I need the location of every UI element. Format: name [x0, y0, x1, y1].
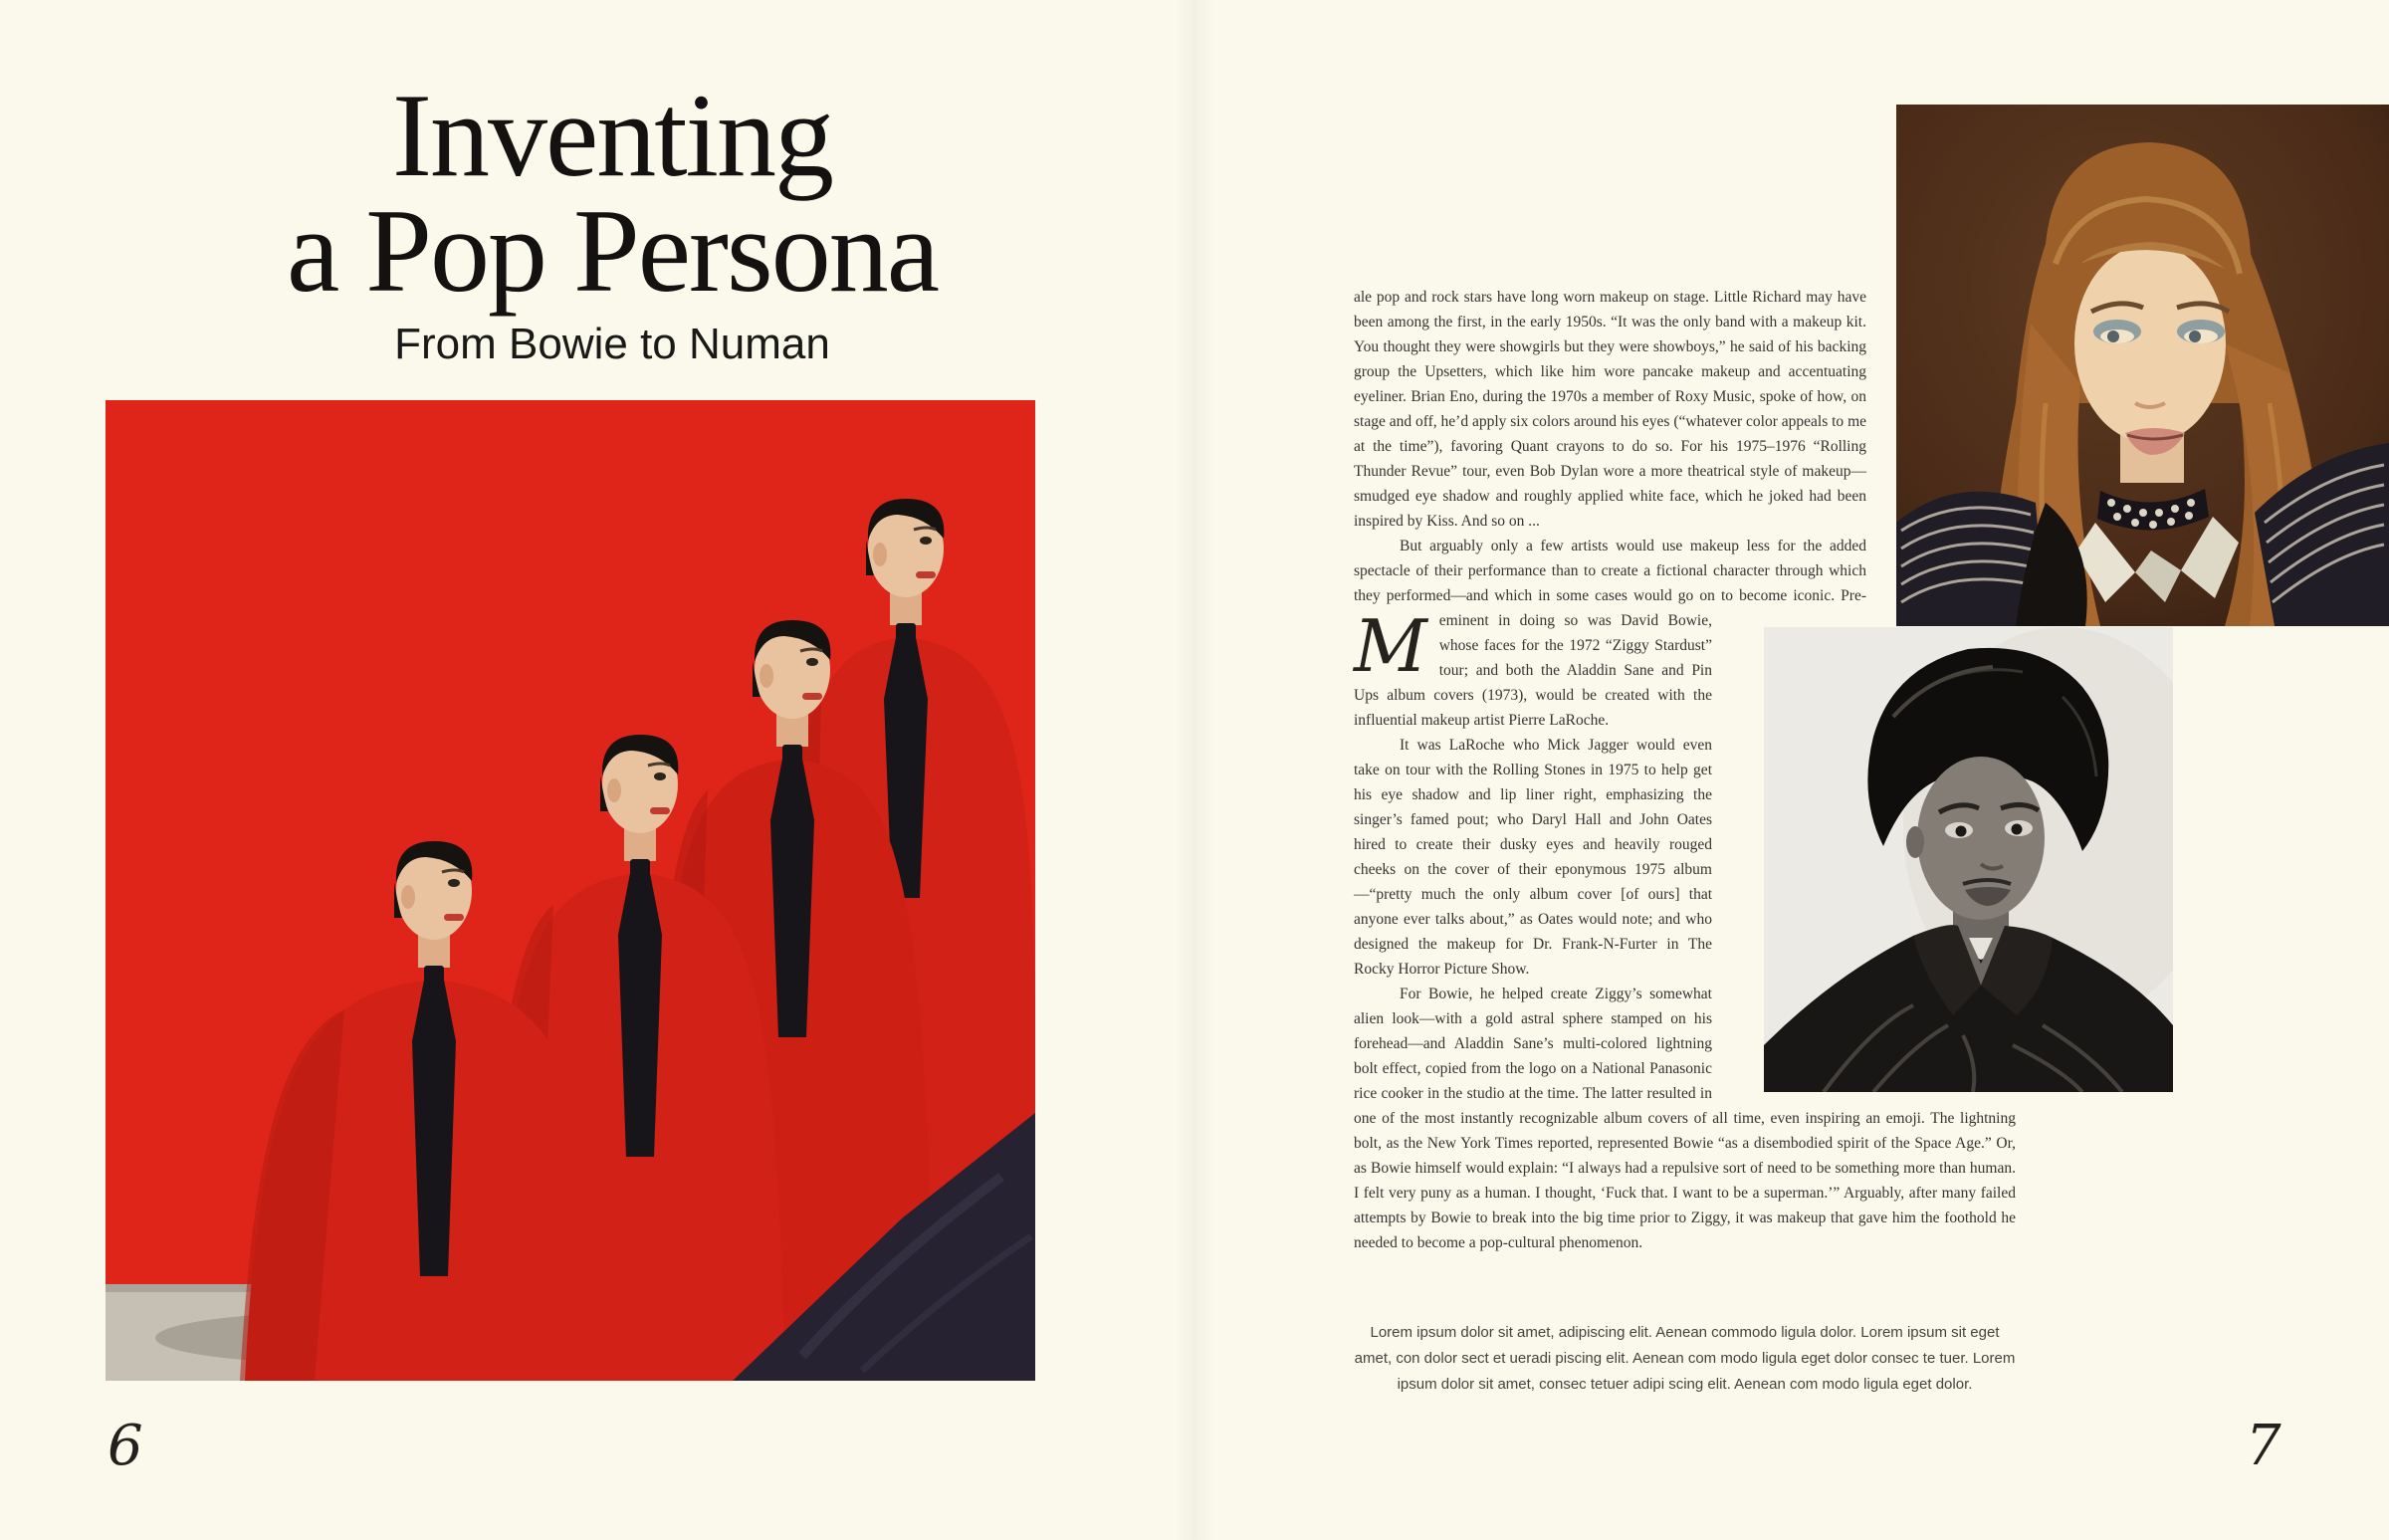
page-title-line-2: a Pop Persona — [287, 184, 938, 317]
paragraph-4: For Bowie, he helped create Ziggy’s somewhat alien look—with a gold astral sphere stamped on his forehead—and Aladdin Sane’s multi-colored lightning bolt effect, copied from the logo on a National Panasonic rice cooker in the studio at the time. The latter resulted in one of the most instantly recognizable album covers of all time, even inspiring an emoji. The lightning bolt, as the New York Times reported, represented Bowie “as a disembodied spirit of the Space Age.” Or, as Bowie himself would explain: “I always had a repulsive sort of need to be something more than human. I felt very puny as a human. I thought, ‘Fuck that. I want to be a superman.’” Arguably, after many failed attempts by Bowie to break into the big time prior to Ziggy, it was makeup that gave him the foothold he needed to become a pop-cultural phenomenon. — [1354, 986, 2016, 1251]
paragraph-2: But arguably only a few artists would use makeup less for the added spectacle of their performance than to create a fictional character through which they performed—and which in some cases would go on to become iconic. Pre-eminent in doing so was David Bowie, whose faces for the 1972 “Ziggy Stardust” tour; and both the Aladdin Sane and Pin Ups album covers (1973), would be created with the influential makeup artist Pierre LaRoche. — [1354, 538, 1866, 729]
photo-caption: Lorem ipsum dolor sit amet, adipiscing elit. Aenean commodo ligula dolor. Lorem ipsum sit eget amet, con dolor sect et ueradi piscing elit. Aenean com modo ligula eget dolor consec te tuer. Lorem ipsum dolor sit amet, consec tetuer adipi scing elit. Aenean com modo ligula eget dolor. — [1354, 1324, 2016, 1393]
page-number-left: 6 — [108, 1414, 143, 1478]
drop-cap: M — [1354, 604, 1427, 688]
four-men-red-shirts-photo — [106, 400, 1035, 1381]
chapter-title-block — [229, 69, 995, 368]
paragraph-3: It was LaRoche who Mick Jagger would even take on tour with the Rolling Stones in 1975 to help get his eye shadow and lip liner right, emphasizing the singer’s famed pout; who Daryl Hall and John Oates hired to create their dusky eyes and heavily rouged cheeks on the cover of their eponymous 1975 album—“pretty much the only album cover [of ours] that anyone ever talks about,” as Oates would note; and who designed the makeup for Dr. Frank-N-Furter in The Rocky Horror Picture Show. — [1354, 737, 1712, 978]
page-subtitle: From Bowie to Numan — [394, 320, 830, 368]
brian-eno-photo — [1896, 105, 2389, 626]
page-title: Inventing — [392, 69, 832, 201]
page-gutter — [1175, 0, 1214, 1540]
paragraph-1-text: ale pop and rock stars have long worn makeup on stage. Little Richard may have been among the first, in the early 1950s. “It was the only band with a makeup kit. You thought they were showgirls but they were showboys,” he said of his backing group the Upsetters, which like him wore pancake makeup and accentuating eyeliner. Brian Eno, during the 1970s a member of Roxy Music, spoke of how, on stage and off, he’d apply six colors around his eyes (“whatever color appeals to me at the time”), favoring Quant crayons to do so. For his 1975–1976 “Rolling Thunder Revue” tour, even Bob Dylan wore a more theatrical style of makeup—smudged eye shadow and roughly applied white face, which he joked had been inspired by Kiss. And so on ... — [1354, 289, 1866, 530]
little-richard-photo — [1764, 627, 2173, 1092]
page-number-right: 7 — [2246, 1414, 2281, 1478]
